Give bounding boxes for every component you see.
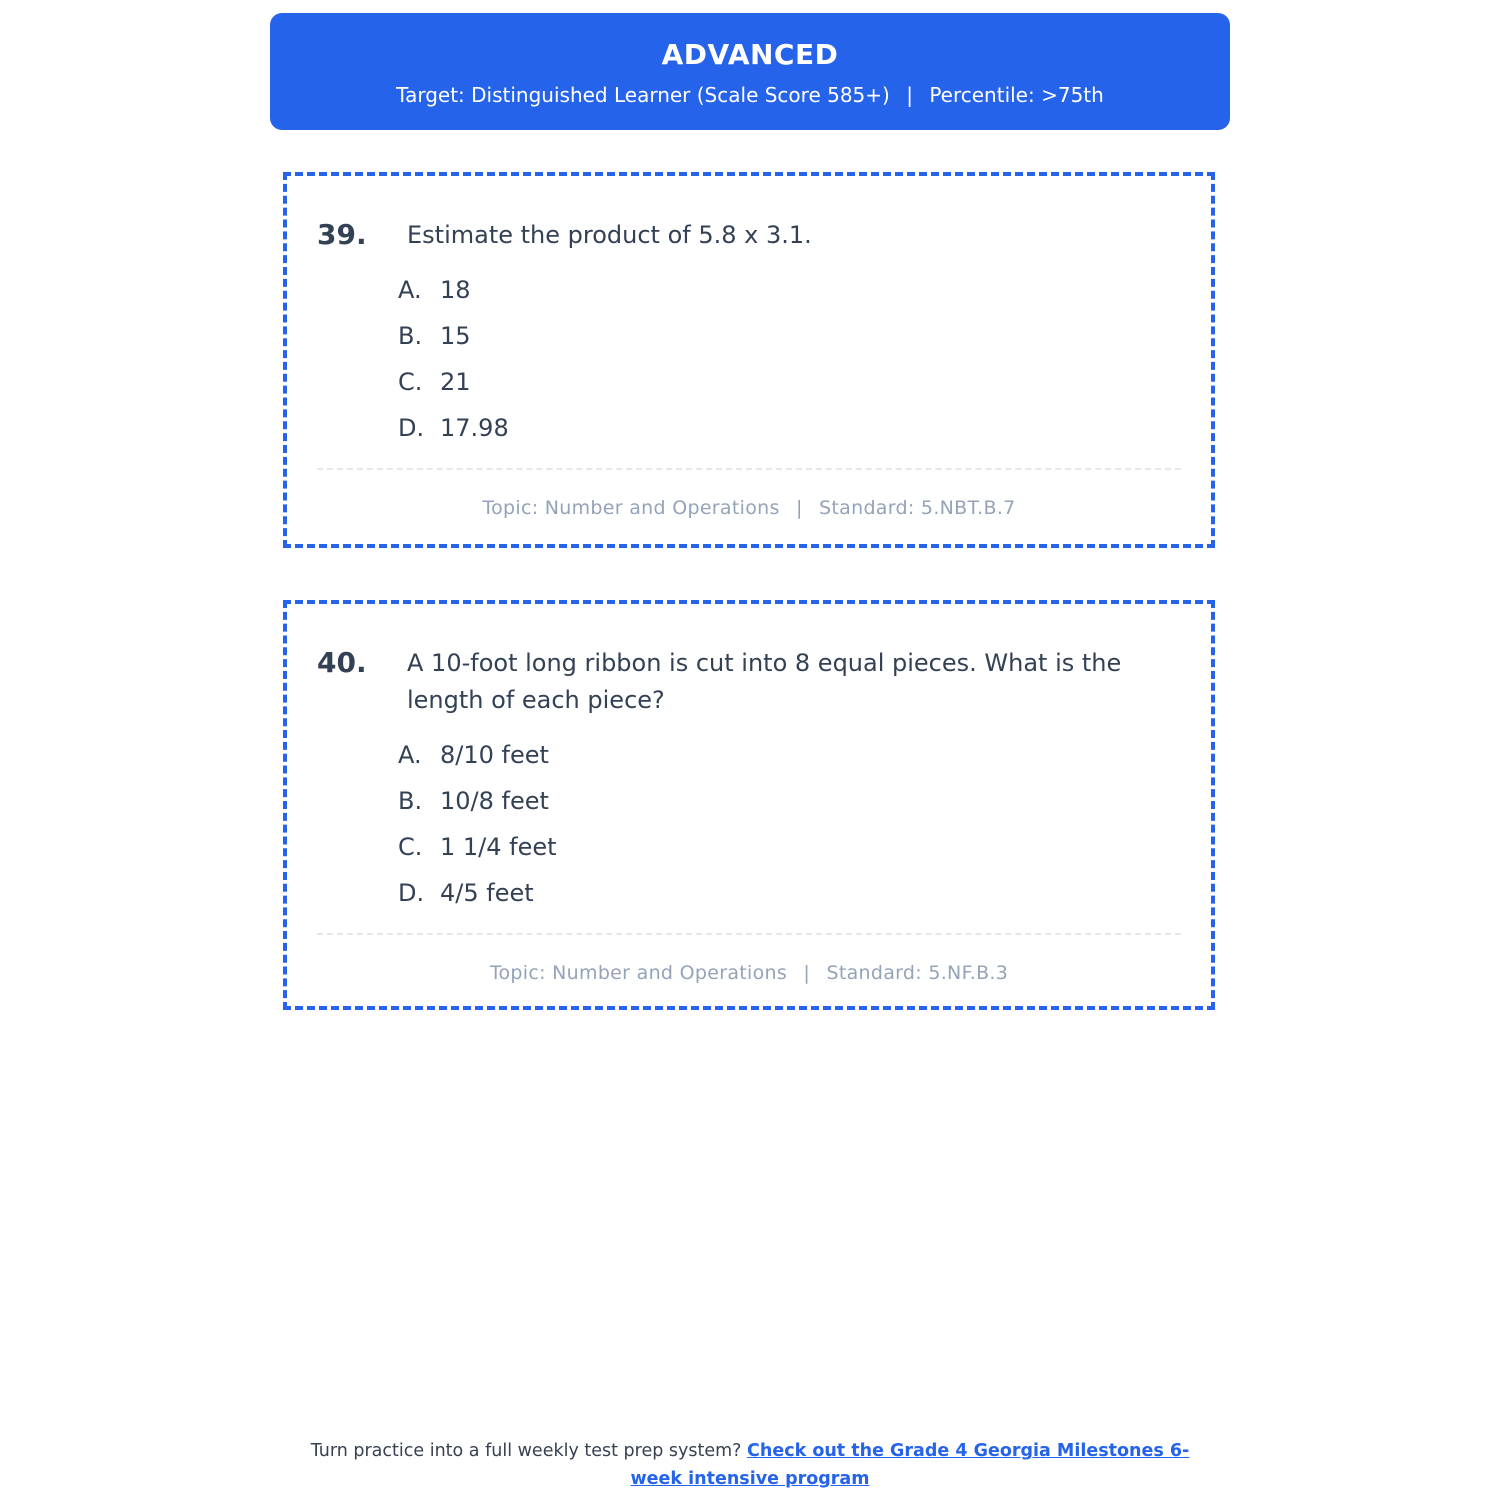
topic-text: Topic: Number and Operations (489, 962, 788, 984)
option-text: 15 (440, 322, 471, 350)
level-banner (270, 13, 1230, 130)
program-link[interactable]: Check out the Grade 4 Georgia Milestones 6-week intensive program (630, 1441, 1190, 1489)
target-text: Target: Distinguished Learner (Scale Score 585+) (396, 83, 890, 107)
question-card-39 (283, 172, 1215, 548)
subtitle-divider: | (906, 83, 913, 107)
meta-separator (317, 933, 1181, 935)
promo-footer (0, 1437, 1500, 1493)
option-text: 10/8 feet (440, 787, 549, 815)
option-letter: A. (398, 276, 422, 304)
topic-text: Topic: Number and Operations (482, 497, 780, 519)
option-letter: C. (398, 368, 423, 396)
option-text: 21 (440, 368, 471, 396)
percentile-text: Percentile: >75th (929, 83, 1104, 107)
option-d (317, 416, 1181, 440)
options-list (317, 278, 1181, 440)
meta-divider: | (796, 497, 803, 519)
question-number: 40. (317, 646, 367, 679)
question-row (317, 216, 1181, 254)
option-text: 17.98 (440, 414, 509, 442)
options-list (317, 743, 1181, 905)
promo-prompt: Turn practice into a full weekly test prep system? (310, 1441, 742, 1461)
meta-separator (317, 468, 1181, 470)
option-b (317, 789, 1181, 813)
option-letter: C. (398, 833, 423, 861)
level-subtitle (270, 83, 1230, 107)
question-number: 39. (317, 218, 367, 251)
standard-text: Standard: 5.NBT.B.7 (819, 497, 1016, 519)
level-title: ADVANCED (661, 38, 839, 71)
option-letter: B. (398, 787, 423, 815)
question-meta (317, 496, 1181, 520)
option-text: 8/10 feet (440, 741, 549, 769)
promo-text-block (295, 1437, 1205, 1493)
option-letter: D. (398, 879, 425, 907)
option-a (317, 278, 1181, 302)
standard-text: Standard: 5.NF.B.3 (826, 962, 1009, 984)
question-text: Estimate the product of 5.8 x 3.1. (407, 221, 812, 249)
question-card-40 (283, 600, 1215, 1010)
option-c (317, 370, 1181, 394)
option-d (317, 881, 1181, 905)
question-text: A 10-foot long ribbon is cut into 8 equal pieces. What is the length of each piece? (407, 649, 1122, 714)
option-letter: B. (398, 322, 423, 350)
option-letter: D. (398, 414, 425, 442)
meta-divider: | (803, 962, 811, 984)
option-b (317, 324, 1181, 348)
question-row (317, 644, 1181, 719)
option-text: 18 (440, 276, 471, 304)
question-meta (317, 961, 1181, 985)
option-text: 1 1/4 feet (440, 833, 557, 861)
option-c (317, 835, 1181, 859)
option-text: 4/5 feet (440, 879, 534, 907)
option-letter: A. (398, 741, 422, 769)
option-a (317, 743, 1181, 767)
